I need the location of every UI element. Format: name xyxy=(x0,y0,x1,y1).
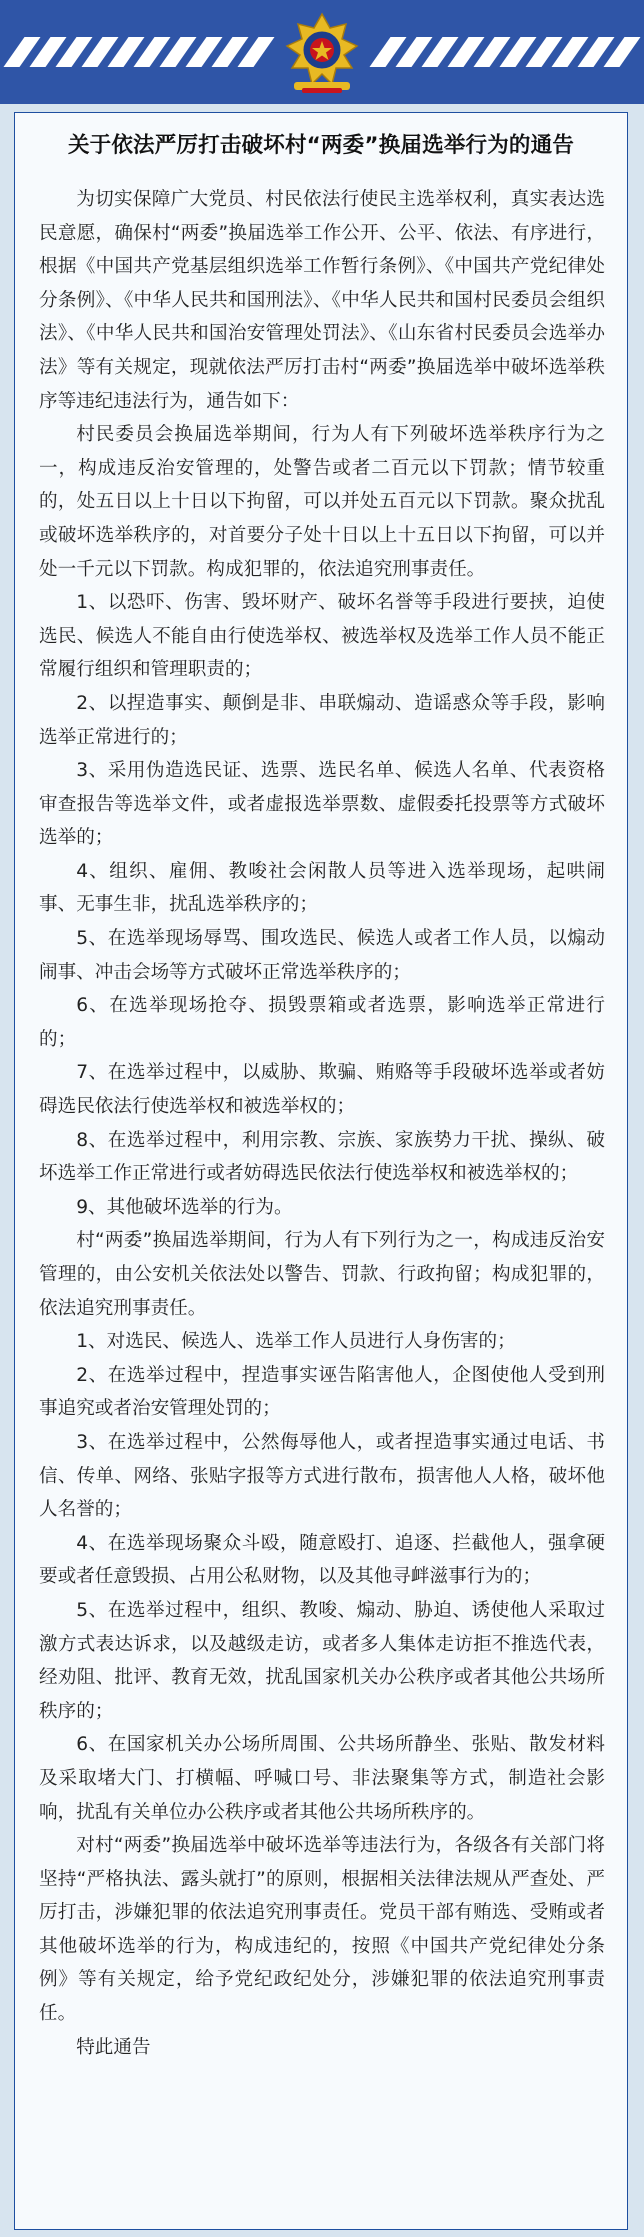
notice-title: 关于依法严厉打击破坏村“两委”换届选举行为的通告 xyxy=(67,133,575,158)
notice-closing: 特此通告 xyxy=(76,2036,151,2058)
notice-paragraph: 1、以恐吓、伤害、毁坏财产、破坏名誉等手段进行要挟，迫使选民、候选人不能自由行使选举权、被选举权及选举工作人员不能正常履行组织和管理职责的； xyxy=(39,592,605,681)
notice-paragraph: 1、对选民、候选人、选举工作人员进行人身伤害的； xyxy=(76,1331,516,1353)
header-banner xyxy=(0,0,644,104)
notice-document xyxy=(14,112,628,2230)
notice-paragraph: 7、在选举过程中，以威胁、欺骗、贿赂等手段破坏选举或者妨碍选民依法行使选举权和被选举权的； xyxy=(39,1062,605,1118)
notice-body xyxy=(39,183,605,2064)
police-emblem-icon xyxy=(272,8,372,98)
notice-paragraph: 9、其他破坏选举的行为。 xyxy=(76,1196,293,1218)
notice-paragraph: 为切实保障广大党员、村民依法行使民主选举权利，真实表达选民意愿，确保村“两委”换届选举工作公开、公平、依法、有序进行，根据《中国共产党基层组织选举工作暂行条例》、《中国共产党纪律处分条例》、《中华人民共和国刑法》、《中华人民共和国村民委员会组织法》、《中华人民共和国治安管理处罚法》、《山东省村民委员会选举办法》等有关规定，现就依法严厉打击村“两委”换届选举中破坏选举秩序等违纪违法行为，通告如下： xyxy=(39,189,605,412)
notice-paragraph: 3、采用伪造选民证、选票、选民名单、候选人名单、代表资格审查报告等选举文件，或者虚报选举票数、虚假委托投票等方式破坏选举的； xyxy=(39,760,605,849)
left-stripes xyxy=(14,37,264,67)
notice-paragraph: 2、以捏造事实、颠倒是非、串联煽动、造谣惑众等手段，影响选举正常进行的； xyxy=(39,692,605,748)
notice-paragraph: 对村“两委”换届选举中破坏选举等违法行为，各级各有关部门将坚持“严格执法、露头就打”的原则，根据相关法律法规从严查处、严厉打击，涉嫌犯罪的依法追究刑事责任。党员干部有贿选、受贿或者其他破坏选举的行为，构成违纪的，按照《中国共产党纪律处分条例》等有关规定，给予党纪政纪处分，涉嫌犯罪的依法追究刑事责任。 xyxy=(39,1835,605,2025)
notice-paragraph: 6、在国家机关办公场所周围、公共场所静坐、张贴、散发材料及采取堵大门、打横幅、呼喊口号、非法聚集等方式，制造社会影响，扰乱有关单位办公秩序或者其他公共场所秩序的。 xyxy=(39,1734,605,1823)
notice-paragraph: 6、在选举现场抢夺、损毁票箱或者选票，影响选举正常进行的； xyxy=(39,995,605,1050)
notice-paragraph: 村“两委”换届选举期间，行为人有下列行为之一，构成违反治安管理的，由公安机关依法处以警告、罚款、行政拘留；构成犯罪的，依法追究刑事责任。 xyxy=(39,1230,605,1319)
notice-paragraph: 8、在选举过程中，利用宗教、宗族、家族势力干扰、操纵、破坏选举工作正常进行或者妨碍选民依法行使选举权和被选举权的； xyxy=(39,1129,605,1185)
notice-paragraph: 村民委员会换届选举期间，行为人有下列破坏选举秩序行为之一，构成违反治安管理的，处警告或者二百元以下罚款；情节较重的，处五日以上十日以下拘留，可以并处五百元以下罚款。聚众扰乱或破坏选举秩序的，对首要分子处十日以上十五日以下拘留，可以并处一千元以下罚款。构成犯罪的，依法追究刑事责任。 xyxy=(39,424,605,580)
notice-paragraph: 4、组织、雇佣、教唆社会闲散人员等进入选举现场，起哄闹事、无事生非，扰乱选举秩序的； xyxy=(39,860,605,916)
notice-paragraph: 5、在选举过程中，组织、教唆、煽动、胁迫、诱使他人采取过激方式表达诉求，以及越级走访，或者多人集体走访拒不推选代表，经劝阻、批评、教育无效，扰乱国家机关办公秩序或者其他公共场所秩序的； xyxy=(39,1599,605,1722)
notice-paragraph: 3、在选举过程中，公然侮辱他人，或者捏造事实通过电话、书信、传单、网络、张贴字报等方式进行散布，损害他人人格，破坏他人名誉的； xyxy=(39,1431,605,1521)
notice-paragraph: 5、在选举现场辱骂、围攻选民、候选人或者工作人员，以煽动闹事、冲击会场等方式破坏正常选举秩序的； xyxy=(39,928,605,983)
right-stripes xyxy=(380,37,630,67)
notice-paragraph: 2、在选举过程中，捏造事实诬告陷害他人，企图使他人受到刑事追究或者治安管理处罚的； xyxy=(39,1364,605,1420)
notice-paragraph: 4、在选举现场聚众斗殴，随意殴打、追逐、拦截他人，强拿硬要或者任意毁损、占用公私财物，以及其他寻衅滋事行为的； xyxy=(39,1532,605,1588)
